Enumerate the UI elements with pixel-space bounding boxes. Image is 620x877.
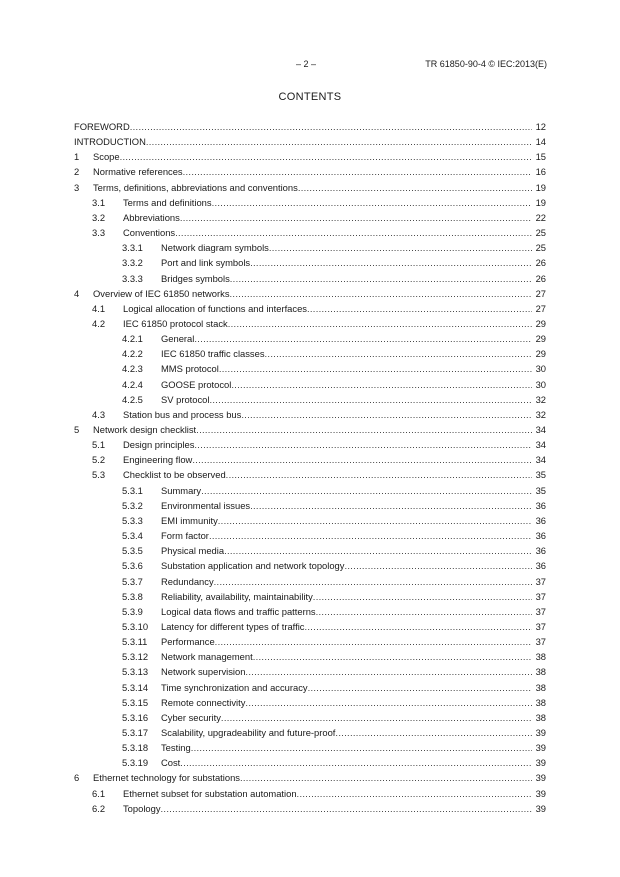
toc-entry-number: 3 bbox=[74, 181, 80, 193]
toc-entry[interactable] bbox=[74, 226, 546, 240]
toc-entry-title: Logical data flows and traffic patterns bbox=[161, 605, 316, 617]
toc-entry[interactable] bbox=[74, 802, 546, 816]
dot-leader bbox=[231, 378, 532, 392]
toc-entry-page: 34 bbox=[535, 439, 546, 451]
dot-leader bbox=[180, 756, 532, 770]
page-number: – 2 – bbox=[296, 59, 317, 69]
toc-entry[interactable] bbox=[74, 620, 546, 634]
toc-entry-page: 36 bbox=[535, 530, 546, 542]
toc-entry-title: SV protocol bbox=[161, 393, 210, 405]
toc-entry-page: 36 bbox=[535, 560, 546, 572]
toc-entry-page: 29 bbox=[535, 333, 546, 345]
toc-entry-title: Port and link symbols bbox=[161, 257, 251, 269]
toc-entry-number: 4.2.2 bbox=[122, 348, 143, 360]
toc-entry-title: Scalability, upgradeability and future-proof bbox=[161, 727, 336, 738]
toc-entry-title: Cost bbox=[161, 757, 181, 769]
toc-entry-number: 3.3.1 bbox=[122, 242, 143, 254]
toc-entry-number: 5.3.7 bbox=[122, 575, 143, 587]
toc-entry-title: IEC 61850 traffic classes bbox=[161, 348, 265, 360]
toc-entry[interactable] bbox=[74, 468, 546, 482]
toc-entry-page: 37 bbox=[535, 575, 546, 587]
toc-entry-title: Time synchronization and accuracy bbox=[161, 681, 308, 693]
toc-entry[interactable] bbox=[74, 771, 546, 785]
toc-entry-title: Ethernet subset for substation automation bbox=[123, 787, 297, 799]
toc-entry-title: Remote connectivity bbox=[161, 696, 246, 708]
toc-entry-page: 39 bbox=[535, 802, 546, 814]
toc-entry-title: Network design checklist bbox=[93, 424, 197, 435]
toc-entry[interactable] bbox=[74, 575, 546, 589]
toc-entry-page: 39 bbox=[535, 742, 546, 754]
toc-entry[interactable] bbox=[74, 741, 546, 755]
toc-entry[interactable] bbox=[74, 211, 546, 225]
toc-entry-page: 22 bbox=[535, 211, 546, 223]
toc-entry-number: 5.3.19 bbox=[122, 757, 149, 769]
toc-entry-number: 5.3.17 bbox=[122, 727, 149, 738]
dot-leader bbox=[194, 438, 532, 452]
toc-entry-title: Physical media bbox=[161, 545, 225, 557]
toc-entry-number: 4.2.3 bbox=[122, 363, 143, 375]
toc-entry-page: 35 bbox=[535, 484, 546, 496]
toc-entry-number: 4.2.5 bbox=[122, 393, 143, 405]
toc-entry[interactable] bbox=[74, 135, 546, 149]
toc-entry-page: 37 bbox=[535, 605, 546, 617]
dot-leader bbox=[183, 165, 532, 179]
toc-entry-title: Reliability, availability, maintainability bbox=[161, 590, 313, 602]
toc-entry-number: 5.3.5 bbox=[122, 545, 143, 557]
toc-entry-title: Topology bbox=[123, 802, 161, 814]
dot-leader bbox=[146, 135, 532, 149]
toc-entry-page: 19 bbox=[535, 181, 546, 193]
toc-entry-page: 34 bbox=[535, 424, 546, 435]
toc-entry-number: 5.3.18 bbox=[122, 742, 149, 754]
dot-leader bbox=[344, 559, 532, 573]
dot-leader bbox=[313, 590, 532, 604]
toc-entry-title: Summary bbox=[161, 484, 202, 496]
toc-entry-number: 5.3.13 bbox=[122, 666, 149, 678]
toc-entry-number: 5.3.16 bbox=[122, 711, 149, 723]
toc-entry-title: MMS protocol bbox=[161, 363, 219, 375]
dot-leader bbox=[196, 423, 532, 437]
toc-entry-number: 2 bbox=[74, 166, 80, 178]
document-id: TR 61850-90-4 © IEC:2013(E) bbox=[425, 59, 547, 69]
toc-entry-title: Network diagram symbols bbox=[161, 242, 269, 254]
toc-entry-page: 25 bbox=[535, 227, 546, 239]
toc-entry[interactable] bbox=[74, 650, 546, 664]
toc-entry[interactable] bbox=[74, 438, 546, 452]
toc-entry-number: 3.3.3 bbox=[122, 272, 143, 284]
toc-entry-page: 26 bbox=[535, 257, 546, 269]
toc-entry[interactable] bbox=[74, 514, 546, 528]
toc-entry-page: 19 bbox=[535, 196, 546, 208]
toc-entry-number: 4.2.4 bbox=[122, 378, 143, 390]
toc-entry-title: General bbox=[161, 333, 195, 345]
toc-entry-title: Network supervision bbox=[161, 666, 246, 678]
toc-entry-page: 38 bbox=[535, 681, 546, 693]
toc-entry-number: 3.2 bbox=[92, 211, 106, 223]
toc-entry-page: 26 bbox=[535, 272, 546, 284]
dot-leader bbox=[245, 665, 532, 679]
toc-entry-number: 4.1 bbox=[92, 302, 106, 314]
toc-entry[interactable] bbox=[74, 635, 546, 649]
toc-entry-number: 4.2 bbox=[92, 317, 106, 329]
toc-entry[interactable] bbox=[74, 711, 546, 725]
toc-entry-title: GOOSE protocol bbox=[161, 378, 232, 390]
toc-entry-title: Logical allocation of functions and interfaces bbox=[123, 302, 307, 314]
toc-entry[interactable] bbox=[74, 696, 546, 710]
dot-leader bbox=[240, 771, 532, 785]
toc-entry[interactable] bbox=[74, 362, 546, 376]
toc-entry-page: 30 bbox=[535, 378, 546, 390]
toc-entry-title: Cyber security bbox=[161, 711, 221, 723]
toc-entry[interactable] bbox=[74, 120, 546, 134]
toc-entry-number: 6 bbox=[74, 772, 80, 784]
dot-leader bbox=[120, 150, 532, 164]
toc-entry-number: 5.3 bbox=[92, 469, 106, 481]
toc-entry-page: 36 bbox=[535, 545, 546, 557]
toc-entry-title: Conventions bbox=[123, 227, 176, 239]
toc-entry-page: 38 bbox=[535, 666, 546, 678]
toc-entry-page: 32 bbox=[535, 408, 546, 420]
dot-leader bbox=[212, 196, 532, 210]
toc-entry-page: 38 bbox=[535, 696, 546, 708]
dot-leader bbox=[219, 362, 532, 376]
dot-leader bbox=[241, 408, 532, 422]
toc-entry-number: 5.3.2 bbox=[122, 499, 143, 511]
toc-entry-page: 39 bbox=[535, 757, 546, 769]
toc-entry-page: 15 bbox=[535, 151, 546, 163]
dot-leader bbox=[265, 347, 532, 361]
dot-leader bbox=[307, 302, 532, 316]
toc-entry-number: 5.3.8 bbox=[122, 590, 143, 602]
dot-leader bbox=[228, 317, 532, 331]
dot-leader bbox=[201, 484, 532, 498]
dot-leader bbox=[180, 211, 532, 225]
toc-entry-number: 5.3.3 bbox=[122, 514, 143, 526]
toc-entry[interactable] bbox=[74, 665, 546, 679]
toc-entry-page: 30 bbox=[535, 363, 546, 375]
toc-entry-number: 1 bbox=[74, 151, 80, 163]
dot-leader bbox=[316, 605, 532, 619]
toc-entry-page: 25 bbox=[535, 242, 546, 254]
toc-entry-title: Design principles bbox=[123, 439, 195, 451]
toc-entry[interactable] bbox=[74, 544, 546, 558]
toc-entry-title: FOREWORD bbox=[74, 121, 130, 132]
toc-entry[interactable] bbox=[74, 408, 546, 422]
toc-entry-number: 5.3.10 bbox=[122, 620, 149, 632]
toc-entry-title: Engineering flow bbox=[123, 454, 193, 466]
toc-entry[interactable] bbox=[74, 241, 546, 255]
dot-leader bbox=[230, 272, 532, 286]
dot-leader bbox=[297, 787, 532, 801]
toc-entry-number: 5.3.14 bbox=[122, 681, 149, 693]
toc-entry-title: Network management bbox=[161, 651, 253, 663]
toc-entry[interactable] bbox=[74, 332, 546, 346]
toc-entry-title: Bridges symbols bbox=[161, 272, 230, 284]
toc-entry[interactable] bbox=[74, 787, 546, 801]
toc-entry[interactable] bbox=[74, 393, 546, 407]
dot-leader bbox=[304, 620, 532, 634]
toc-entry-number: 5.3.11 bbox=[122, 636, 148, 648]
toc-entry-page: 39 bbox=[535, 787, 546, 799]
toc-entry[interactable] bbox=[74, 499, 546, 513]
toc-entry-page: 39 bbox=[535, 772, 546, 784]
dot-leader bbox=[161, 802, 532, 816]
dot-leader bbox=[245, 696, 532, 710]
dot-leader bbox=[218, 514, 532, 528]
toc-entry-page: 32 bbox=[535, 393, 546, 405]
toc-entry-title: Checklist to be observed bbox=[123, 469, 226, 481]
dot-leader bbox=[226, 468, 532, 482]
toc-entry[interactable] bbox=[74, 181, 546, 195]
toc-entry[interactable] bbox=[74, 681, 546, 695]
page-header bbox=[0, 59, 620, 73]
dot-leader bbox=[298, 181, 532, 195]
page-title: CONTENTS bbox=[278, 91, 342, 103]
toc-entry-page: 27 bbox=[535, 302, 546, 314]
toc-entry-title: Form factor bbox=[161, 530, 209, 542]
toc-entry-number: 5.3.15 bbox=[122, 696, 149, 708]
toc-entry[interactable] bbox=[74, 165, 546, 179]
dot-leader bbox=[194, 332, 532, 346]
toc-entry[interactable] bbox=[74, 726, 546, 740]
toc-entry-page: 12 bbox=[535, 121, 546, 132]
dot-leader bbox=[215, 635, 532, 649]
toc-entry-title: Terms, definitions, abbreviations and conventions bbox=[93, 181, 298, 193]
toc-entry-title: IEC 61850 protocol stack bbox=[123, 317, 228, 329]
toc-entry-number: 3.1 bbox=[92, 196, 106, 208]
toc-entry-page: 14 bbox=[535, 136, 546, 148]
toc-entry-page: 16 bbox=[535, 166, 546, 178]
toc-entry-number: 6.1 bbox=[92, 787, 106, 799]
toc-entry-title: Ethernet technology for substations bbox=[93, 772, 240, 784]
toc-entry[interactable] bbox=[74, 605, 546, 619]
toc-entry[interactable] bbox=[74, 756, 546, 770]
toc-entry-title: INTRODUCTION bbox=[74, 136, 146, 148]
toc-entry-title: Abbreviations bbox=[123, 211, 180, 223]
toc-entry-number: 4.3 bbox=[92, 408, 106, 420]
dot-leader bbox=[192, 453, 532, 467]
toc-entry-page: 34 bbox=[535, 454, 546, 466]
toc-entry-page: 39 bbox=[535, 727, 546, 738]
toc-entry-page: 36 bbox=[535, 499, 546, 511]
toc-entry-title: Overview of IEC 61850 networks bbox=[93, 287, 230, 299]
dot-leader bbox=[269, 241, 532, 255]
toc-entry-title: Testing bbox=[161, 742, 191, 754]
toc-entry[interactable] bbox=[74, 559, 546, 573]
toc-entry-page: 29 bbox=[535, 317, 546, 329]
toc-entry[interactable] bbox=[74, 272, 546, 286]
toc-entry[interactable] bbox=[74, 302, 546, 316]
dot-leader bbox=[224, 544, 532, 558]
toc-entry-title: Substation application and network topology bbox=[161, 560, 345, 572]
toc-entry-title: Station bus and process bus bbox=[123, 408, 242, 420]
dot-leader bbox=[175, 226, 532, 240]
toc-entry-number: 6.2 bbox=[92, 802, 106, 814]
toc-entry-title: Scope bbox=[93, 151, 120, 163]
toc-entry[interactable] bbox=[74, 423, 546, 437]
dot-leader bbox=[308, 681, 532, 695]
toc-entry-title: Normative references bbox=[93, 166, 183, 178]
dot-leader bbox=[335, 726, 532, 740]
dot-leader bbox=[209, 529, 532, 543]
toc-entry-number: 5 bbox=[74, 424, 80, 435]
toc-entry-number: 4 bbox=[74, 287, 80, 299]
toc-entry[interactable] bbox=[74, 150, 546, 164]
toc-entry[interactable] bbox=[74, 317, 546, 331]
toc-entry-number: 5.3.4 bbox=[122, 530, 143, 542]
toc-entry-page: 29 bbox=[535, 348, 546, 360]
toc-entry-number: 3.3.2 bbox=[122, 257, 143, 269]
toc-entry-number: 5.1 bbox=[92, 439, 106, 451]
toc-entry-title: EMI immunity bbox=[161, 514, 218, 526]
toc-entry-title: Terms and definitions bbox=[123, 196, 212, 208]
toc-entry[interactable] bbox=[74, 484, 546, 498]
toc-entry-title: Latency for different types of traffic bbox=[161, 620, 305, 632]
toc-entry-number: 5.3.1 bbox=[122, 484, 143, 496]
dot-leader bbox=[221, 711, 532, 725]
toc-entry-page: 27 bbox=[535, 287, 546, 299]
toc-entry[interactable] bbox=[74, 347, 546, 361]
toc-entry[interactable] bbox=[74, 529, 546, 543]
dot-leader bbox=[130, 120, 532, 134]
toc-entry-page: 36 bbox=[535, 514, 546, 526]
toc-entry-page: 38 bbox=[535, 711, 546, 723]
toc-entry-page: 37 bbox=[535, 636, 546, 648]
toc-entry-number: 4.2.1 bbox=[122, 333, 143, 345]
dot-leader bbox=[191, 741, 532, 755]
dot-leader bbox=[209, 393, 532, 407]
toc-entry-title: Redundancy bbox=[161, 575, 214, 587]
toc-entry-page: 37 bbox=[535, 590, 546, 602]
toc-entry-number: 5.3.9 bbox=[122, 605, 143, 617]
toc-entry[interactable] bbox=[74, 453, 546, 467]
toc-entry-title: Environmental issues bbox=[161, 499, 251, 511]
toc-entry-number: 5.2 bbox=[92, 454, 106, 466]
dot-leader bbox=[253, 650, 532, 664]
toc-entry-page: 37 bbox=[535, 620, 546, 632]
toc-entry-page: 38 bbox=[535, 651, 546, 663]
toc-entry-number: 5.3.6 bbox=[122, 560, 143, 572]
toc-entry-page: 35 bbox=[535, 469, 546, 481]
toc-entry[interactable] bbox=[74, 256, 546, 270]
toc-entry-number: 5.3.12 bbox=[122, 651, 149, 663]
dot-leader bbox=[250, 499, 532, 513]
dot-leader bbox=[250, 256, 532, 270]
toc-entry-number: 3.3 bbox=[92, 227, 106, 239]
toc-entry[interactable] bbox=[74, 287, 546, 301]
toc-entry[interactable] bbox=[74, 196, 546, 210]
toc-entry[interactable] bbox=[74, 378, 546, 392]
toc-entry-title: Performance bbox=[161, 636, 215, 648]
dot-leader bbox=[214, 575, 532, 589]
toc-entry[interactable] bbox=[74, 590, 546, 604]
dot-leader bbox=[230, 287, 532, 301]
